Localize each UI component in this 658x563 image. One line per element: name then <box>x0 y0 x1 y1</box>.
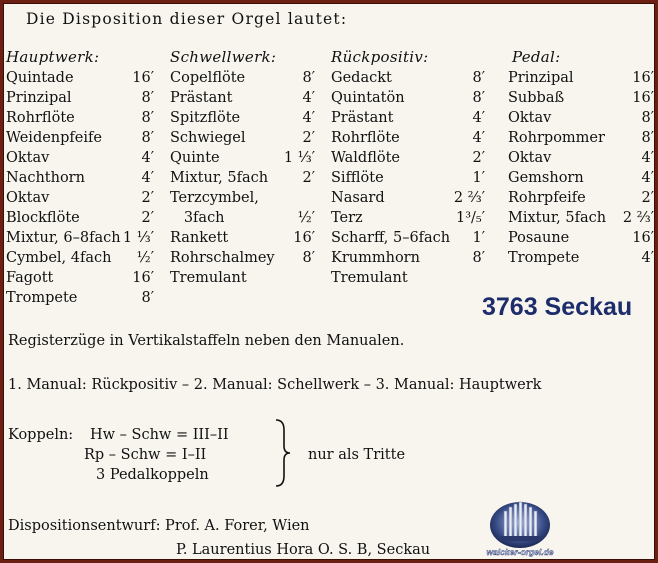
register-note: Registerzüge in Vertikalstaffeln neben den Manualen. <box>8 333 405 349</box>
stop-row <box>6 248 154 268</box>
stop-name: Trompete <box>6 290 78 306</box>
coupling-line: Hw – Schw = III–II <box>90 427 229 443</box>
division-schwellwerk <box>170 48 315 288</box>
stop-pitch: 8′ <box>472 250 485 266</box>
stop-pitch: 16′ <box>632 90 654 106</box>
stop-row <box>6 208 154 228</box>
stop-row <box>331 128 485 148</box>
stop-name: Oktav <box>508 110 552 126</box>
stop-pitch: 2′ <box>472 150 485 166</box>
division-heading: Hauptwerk: <box>6 48 100 66</box>
stop-name: Krummhorn <box>331 250 420 266</box>
stop-pitch: 4′ <box>302 110 315 126</box>
stop-name: Quintatön <box>331 90 405 106</box>
stop-name: Weidenpfeife <box>6 130 102 146</box>
stop-row <box>508 68 654 88</box>
stop-row <box>6 228 154 248</box>
stop-name: Blockflöte <box>6 210 80 226</box>
stop-pitch: 1 ⅓′ <box>283 150 315 166</box>
stop-name: Prästant <box>331 110 394 126</box>
stop-name: Oktav <box>6 190 50 206</box>
stop-row <box>170 68 315 88</box>
stop-pitch: 4′ <box>641 170 654 186</box>
stop-name: Posaune <box>508 230 570 246</box>
stop-row <box>331 148 485 168</box>
stop-row <box>6 108 154 128</box>
stop-row <box>6 268 154 288</box>
manual-note: 1. Manual: Rückpositiv – 2. Manual: Schellwerk – 3. Manual: Hauptwerk <box>8 377 542 393</box>
stop-row <box>331 88 485 108</box>
stop-pitch: 2′ <box>302 130 315 146</box>
stop-name: Gemshorn <box>508 170 584 186</box>
stop-row <box>331 108 485 128</box>
stop-name: Prästant <box>170 90 233 106</box>
stop-pitch: 16′ <box>132 270 154 286</box>
stop-pitch: 4′ <box>302 90 315 106</box>
stop-pitch: 4′ <box>472 130 485 146</box>
stop-row <box>6 68 154 88</box>
organ-label: 3763 Seckau <box>482 293 633 321</box>
stop-row <box>6 128 154 148</box>
stop-row <box>170 228 315 248</box>
stop-row <box>170 268 315 288</box>
stop-name: Mixtur, 5fach <box>508 210 607 226</box>
stop-name: Oktav <box>508 150 552 166</box>
stop-pitch: 8′ <box>302 70 315 86</box>
stop-name: Nachthorn <box>6 170 85 186</box>
stop-name: Rohrflöte <box>6 110 75 126</box>
stop-row <box>331 188 485 208</box>
stop-name: Terzcymbel, <box>170 190 259 206</box>
stop-row <box>170 168 315 188</box>
brace-icon <box>274 418 292 488</box>
stop-name: Cymbel, 4fach <box>6 250 112 266</box>
stop-row <box>508 168 654 188</box>
stop-row <box>6 288 154 308</box>
stop-row <box>331 208 485 228</box>
stop-row <box>508 148 654 168</box>
stop-name: Mixtur, 6–8fach <box>6 230 121 246</box>
draft-line: Dispositionsentwurf: Prof. A. Forer, Wien <box>8 518 310 534</box>
division-heading: Pedal: <box>512 48 561 66</box>
division-heading: Schwellwerk: <box>170 48 277 66</box>
coupling-line: 3 Pedalkoppeln <box>96 467 209 483</box>
stop-pitch: 16′ <box>632 70 654 86</box>
stop-name: Rohrpommer <box>508 130 605 146</box>
stop-name: Fagott <box>6 270 54 286</box>
stop-name: Rohrpfeife <box>508 190 586 206</box>
stop-name: Oktav <box>6 150 50 166</box>
stop-row <box>6 168 154 188</box>
stop-pitch: 4′ <box>641 150 654 166</box>
stop-name: 3fach <box>170 210 225 226</box>
stop-row <box>170 208 315 228</box>
stop-pitch: 2′ <box>141 190 154 206</box>
stop-pitch: ½′ <box>297 210 315 226</box>
stop-row <box>6 188 154 208</box>
stop-pitch: 16′ <box>132 70 154 86</box>
stop-pitch: 16′ <box>293 230 315 246</box>
stop-name: Terz <box>331 210 363 226</box>
stop-row <box>6 88 154 108</box>
stop-name: Waldflöte <box>331 150 401 166</box>
document-title: Die Disposition dieser Orgel lautet: <box>26 10 348 28</box>
coupling-line: Rp – Schw = I–II <box>84 447 207 463</box>
stop-name: Tremulant <box>331 270 408 286</box>
stop-name: Rohrflöte <box>331 130 400 146</box>
division-pedal <box>508 48 654 268</box>
stop-pitch: 8′ <box>472 70 485 86</box>
stop-row <box>508 88 654 108</box>
stop-row <box>170 88 315 108</box>
stop-row <box>170 148 315 168</box>
stop-pitch: 2′ <box>641 190 654 206</box>
stop-row <box>508 228 654 248</box>
stop-row <box>331 228 485 248</box>
stop-row <box>170 108 315 128</box>
stop-name: Sifflöte <box>331 170 384 186</box>
stop-name: Trompete <box>508 250 580 266</box>
stop-pitch: 8′ <box>641 130 654 146</box>
couplings-note: nur als Tritte <box>308 447 406 463</box>
division-hauptwerk <box>6 48 154 308</box>
stop-name: Quinte <box>170 150 220 166</box>
stop-pitch: 16′ <box>632 230 654 246</box>
document-page <box>3 3 655 560</box>
stop-name: Quintade <box>6 70 74 86</box>
stop-row <box>331 268 485 288</box>
stop-name: Schwiegel <box>170 130 246 146</box>
stop-row <box>508 188 654 208</box>
stop-row <box>170 128 315 148</box>
stop-name: Gedackt <box>331 70 392 86</box>
stop-pitch: 2′ <box>302 170 315 186</box>
stop-row <box>170 248 315 268</box>
stop-pitch: 4′ <box>641 250 654 266</box>
stop-pitch: 2 ⅔′ <box>453 190 485 206</box>
stop-pitch: 4′ <box>472 110 485 126</box>
stop-row <box>331 68 485 88</box>
logo-text: walcker-orgel.de <box>486 547 554 557</box>
stop-pitch: 1′ <box>472 170 485 186</box>
stop-row <box>331 168 485 188</box>
division-rueckpositiv <box>331 48 485 288</box>
stop-pitch: 4′ <box>141 150 154 166</box>
stop-pitch: 2′ <box>141 210 154 226</box>
stop-pitch: 8′ <box>141 130 154 146</box>
stop-row <box>508 208 654 228</box>
stop-row <box>508 108 654 128</box>
stop-pitch: 8′ <box>302 250 315 266</box>
stop-pitch: 1 ⅓′ <box>122 230 154 246</box>
stop-pitch: 8′ <box>641 110 654 126</box>
stop-name: Copelflöte <box>170 70 246 86</box>
stop-name: Prinzipal <box>6 90 72 106</box>
stop-row <box>6 148 154 168</box>
stop-name: Nasard <box>331 190 385 206</box>
stop-name: Spitzflöte <box>170 110 241 126</box>
stop-pitch: 4′ <box>141 170 154 186</box>
stop-pitch: 1³/₅′ <box>455 210 485 226</box>
stop-pitch: 1′ <box>472 230 485 246</box>
stop-name: Rohrschalmey <box>170 250 275 266</box>
stop-name: Scharff, 5–6fach <box>331 230 451 246</box>
stop-pitch: 8′ <box>141 110 154 126</box>
stop-row <box>508 248 654 268</box>
stop-pitch: 8′ <box>141 90 154 106</box>
stop-name: Rankett <box>170 230 229 246</box>
couplings-label: Koppeln: <box>8 427 74 443</box>
stop-name: Subbaß <box>508 90 565 106</box>
draft-line: P. Laurentius Hora O. S. B, Seckau <box>176 542 431 558</box>
walcker-logo-icon <box>484 501 556 559</box>
stop-row <box>508 128 654 148</box>
stop-name: Tremulant <box>170 270 247 286</box>
stop-pitch: 8′ <box>141 290 154 306</box>
stop-name: Prinzipal <box>508 70 574 86</box>
stop-pitch: 2 ⅔′ <box>622 210 654 226</box>
stop-pitch: ½′ <box>136 250 154 266</box>
stop-name: Mixtur, 5fach <box>170 170 269 186</box>
stop-pitch: 8′ <box>472 90 485 106</box>
stop-row <box>331 248 485 268</box>
stop-row <box>170 188 315 208</box>
division-heading: Rückpositiv: <box>331 48 429 66</box>
